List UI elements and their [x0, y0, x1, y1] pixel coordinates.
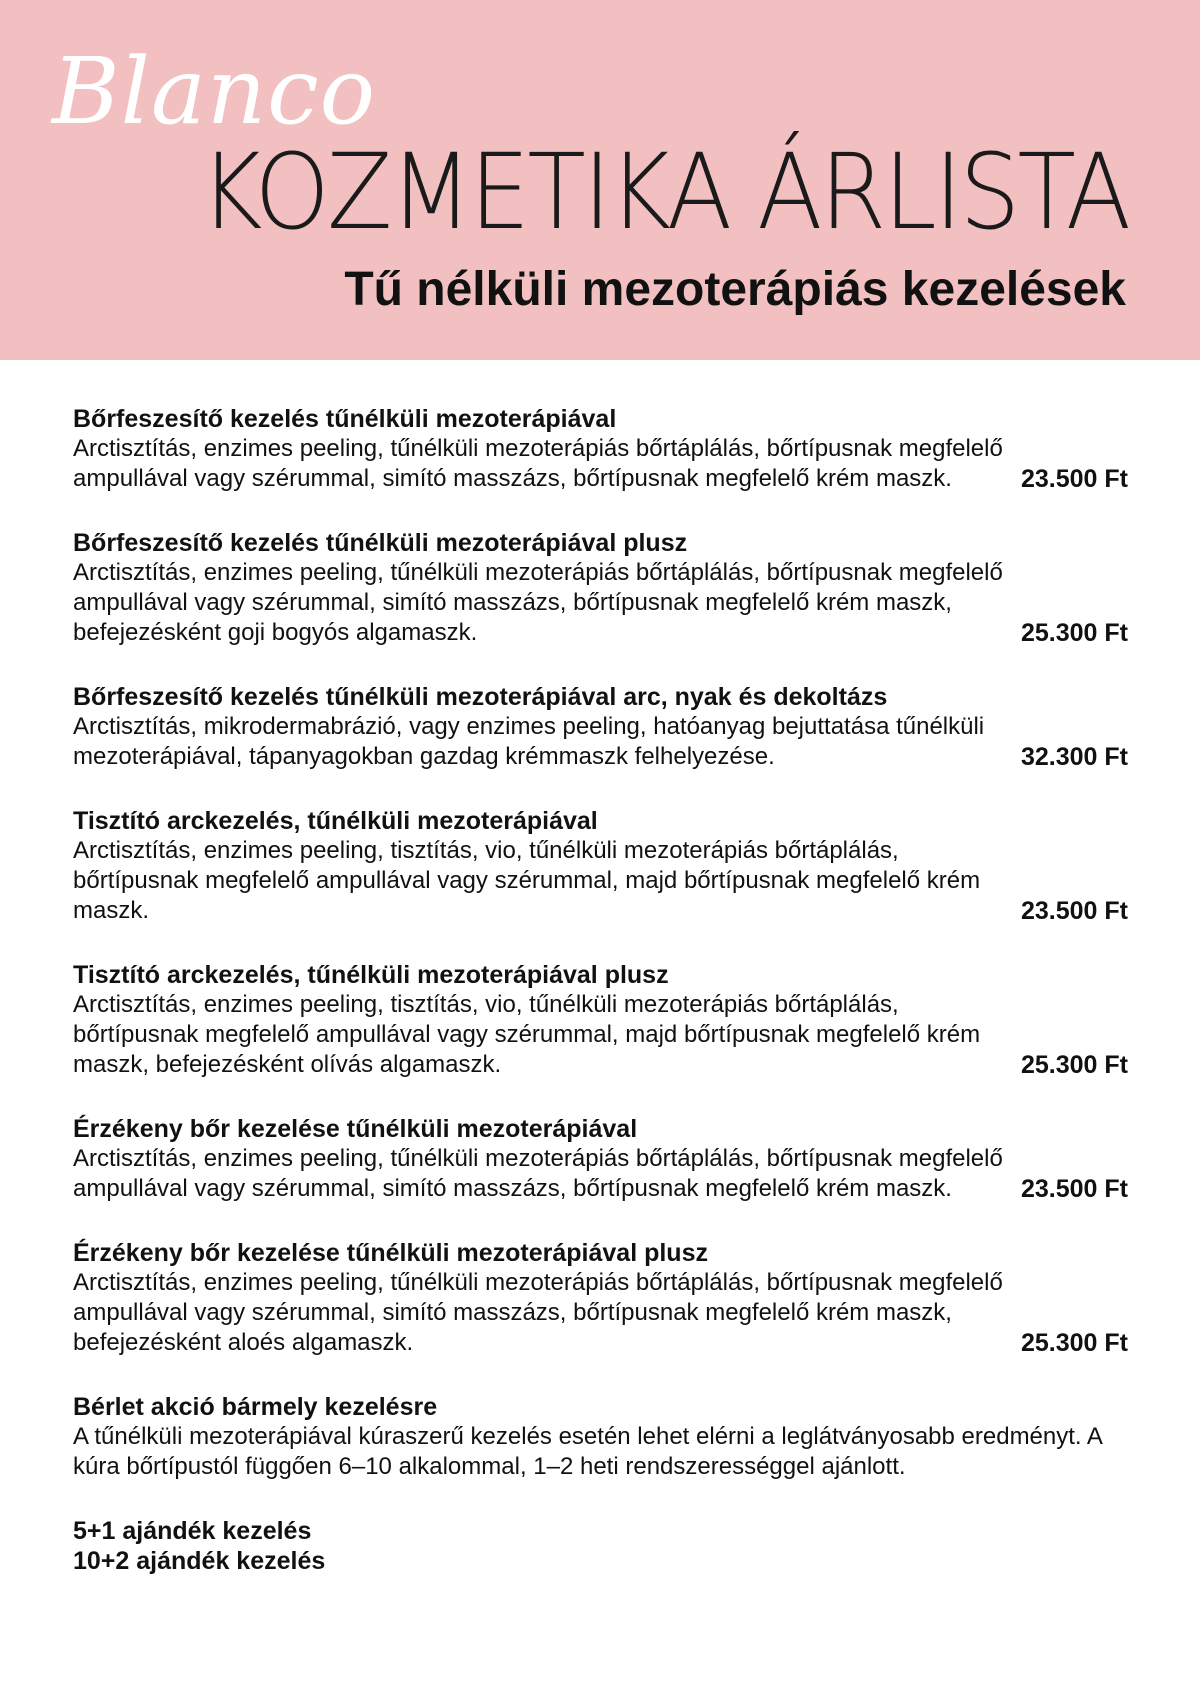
- item-price: 32.300 Ft: [1020, 743, 1128, 771]
- item-description: Arctisztítás, enzimes peeling, tisztítás, vio, tűnélküli mezoterápiás bőrtáplálás, bőrtípusnak megfelelő ampullával vagy szérummal, majd bőrtípusnak megfelelő krém maszk, befejezésként olívás algamaszk.: [73, 991, 981, 1078]
- page-title: KOZMETIKA ÁRLISTA: [199, 131, 1128, 253]
- item-title: Érzékeny bőr kezelése tűnélküli mezoterápiával: [73, 1115, 638, 1143]
- item-title: Tisztító arckezelés, tűnélküli mezoterápiával plusz: [73, 961, 669, 989]
- item-price: 23.500 Ft: [1020, 465, 1128, 493]
- bonus-list: [73, 1516, 1128, 1576]
- brand-logo: Blanco: [52, 38, 377, 145]
- page-subtitle: Tű nélküli mezoterápiás kezelések: [344, 263, 1126, 316]
- price-list-item: [73, 1238, 1128, 1358]
- price-list-item: [73, 528, 1128, 648]
- offer-title: Bérlet akció bármely kezelésre: [73, 1393, 438, 1421]
- item-price: 25.300 Ft: [1020, 1329, 1128, 1357]
- subscription-offer: [73, 1392, 1128, 1482]
- item-description: Arctisztítás, enzimes peeling, tűnélküli mezoterápiás bőrtáplálás, bőrtípusnak megfelelő ampullával vagy szérummal, simító masszázs, bőrtípusnak megfelelő krém maszk.: [73, 435, 1003, 492]
- item-price: 25.300 Ft: [1020, 1051, 1128, 1079]
- item-description: Arctisztítás, mikrodermabrázió, vagy enzimes peeling, hatóanyag bejuttatása tűnélküli mezoterápiával, tápanyagokban gazdag krémmaszk felhelyezése.: [73, 713, 985, 770]
- price-list-item: [73, 1114, 1128, 1204]
- bonus-item: 10+2 ajándék kezelés: [73, 1547, 326, 1575]
- item-price: 23.500 Ft: [1020, 897, 1128, 925]
- price-list-item: [73, 682, 1128, 772]
- price-list-item: [73, 404, 1128, 494]
- item-title: Bőrfeszesítő kezelés tűnélküli mezoterápiával arc, nyak és dekoltázs: [73, 683, 888, 711]
- bonus-item: 5+1 ajándék kezelés: [73, 1517, 312, 1545]
- item-title: Érzékeny bőr kezelése tűnélküli mezoterápiával plusz: [73, 1239, 708, 1267]
- item-title: Tisztító arckezelés, tűnélküli mezoterápiával: [73, 807, 598, 835]
- item-description: Arctisztítás, enzimes peeling, tisztítás, vio, tűnélküli mezoterápiás bőrtáplálás, bőrtípusnak megfelelő ampullával vagy szérummal, majd bőrtípusnak megfelelő krém maszk.: [73, 837, 981, 924]
- item-description: Arctisztítás, enzimes peeling, tűnélküli mezoterápiás bőrtáplálás, bőrtípusnak megfelelő ampullával vagy szérummal, simító masszázs, bőrtípusnak megfelelő krém maszk, befejezésként goji bogyós algamaszk.: [73, 559, 1003, 646]
- offer-description: A tűnélküli mezoterápiával kúraszerű kezelés esetén lehet elérni a leglátványosabb eredményt. A kúra bőrtípustól függően 6–10 alkalommal, 1–2 heti rendszerességgel ajánlott.: [73, 1423, 1102, 1480]
- item-title: Bőrfeszesítő kezelés tűnélküli mezoterápiával: [73, 405, 617, 433]
- item-price: 23.500 Ft: [1020, 1175, 1128, 1203]
- header-banner: [0, 0, 1200, 360]
- price-list-item: [73, 806, 1128, 926]
- item-description: Arctisztítás, enzimes peeling, tűnélküli mezoterápiás bőrtáplálás, bőrtípusnak megfelelő ampullával vagy szérummal, simító masszázs, bőrtípusnak megfelelő krém maszk, befejezésként aloés algamaszk.: [73, 1269, 1003, 1356]
- item-title: Bőrfeszesítő kezelés tűnélküli mezoterápiával plusz: [73, 529, 688, 557]
- price-list-item: [73, 960, 1128, 1080]
- item-description: Arctisztítás, enzimes peeling, tűnélküli mezoterápiás bőrtáplálás, bőrtípusnak megfelelő ampullával vagy szérummal, simító masszázs, bőrtípusnak megfelelő krém maszk.: [73, 1145, 1003, 1202]
- item-price: 25.300 Ft: [1020, 619, 1128, 647]
- price-list: [73, 404, 1128, 1576]
